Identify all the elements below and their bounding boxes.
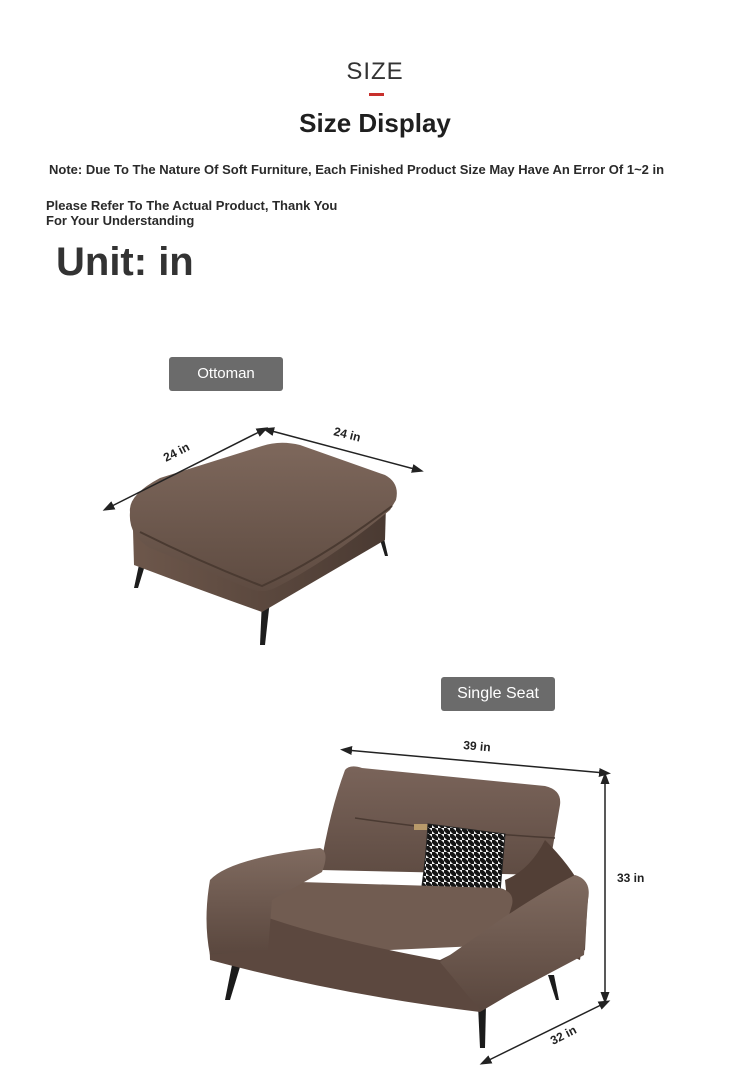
seat-dim-depth: 32 in xyxy=(548,1022,579,1048)
seat-dim-depth-arrow xyxy=(485,1003,605,1062)
seat-leg xyxy=(548,975,559,1000)
refer-line-1: Please Refer To The Actual Product, Thank You xyxy=(46,198,338,213)
page-title: Size Display xyxy=(299,108,451,138)
seat-tag xyxy=(414,824,428,830)
seat-dim-width-arrow xyxy=(346,750,605,773)
refer-line-2: For Your Understanding xyxy=(46,213,195,228)
seat-dim-height: 33 in xyxy=(617,871,645,885)
single-seat-label-badge: Single Seat xyxy=(441,677,555,711)
ottoman-dim-left: 24 in xyxy=(161,439,192,465)
unit-label: Unit: in xyxy=(56,240,194,284)
seat-dim-width: 39 in xyxy=(462,738,492,755)
seat-leg xyxy=(225,965,240,1000)
ottoman-dim-right: 24 in xyxy=(332,424,363,445)
section-label: SIZE xyxy=(346,58,404,85)
note-text: Note: Due To The Nature Of Soft Furniture, Each Finished Product Size May Have An Error Of 1~2 in xyxy=(49,162,665,177)
ottoman-label-badge: Ottoman xyxy=(169,357,283,391)
